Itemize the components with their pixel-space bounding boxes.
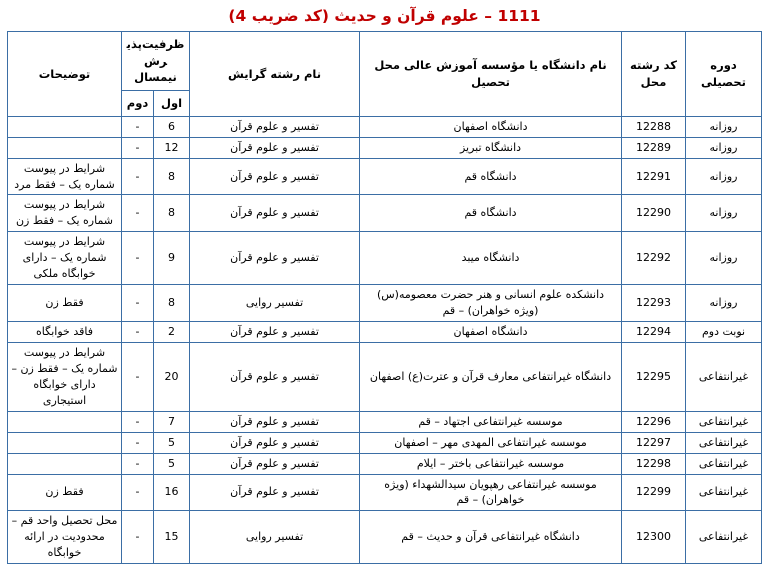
cell-description: شرایط در پیوست شماره یک – دارای خوابگاه ملکی — [8, 232, 122, 285]
column-header-dore: دوره تحصیلی — [686, 32, 762, 117]
cell-description: محل تحصیل واحد قم – محدودیت در ارائه خوابگاه — [8, 511, 122, 564]
cell-university: دانشگاه تبریز — [360, 137, 622, 158]
cell-university: موسسه غیرانتفاعی رهپویان سیدالشهداء (ویژه خواهران) – قم — [360, 474, 622, 511]
cell-university: دانشگاه اصفهان — [360, 116, 622, 137]
table-row — [8, 137, 762, 158]
table-row — [8, 232, 762, 285]
cell-university: دانشگاه قم — [360, 195, 622, 232]
cell-code: 12288 — [622, 116, 686, 137]
cell-code: 12296 — [622, 411, 686, 432]
cell-capacity-first: 15 — [154, 511, 190, 564]
page-title: 1111 – علوم قرآن و حديث (کد ضریب 4) — [228, 7, 541, 25]
cell-capacity-first: 12 — [154, 137, 190, 158]
cell-capacity-second: - — [122, 232, 154, 285]
table-row — [8, 158, 762, 195]
column-header-gerayesh: نام رشته گرایش — [190, 32, 360, 117]
cell-capacity-second: - — [122, 511, 154, 564]
cell-dore: روزانه — [686, 195, 762, 232]
cell-university: موسسه غیرانتفاعی باختر – ایلام — [360, 453, 622, 474]
table-body — [8, 116, 762, 564]
cell-capacity-first: 8 — [154, 158, 190, 195]
cell-dore: روزانه — [686, 116, 762, 137]
cell-code: 12292 — [622, 232, 686, 285]
table-row — [8, 116, 762, 137]
table-row — [8, 195, 762, 232]
cell-capacity-first: 6 — [154, 116, 190, 137]
cell-capacity-second: - — [122, 474, 154, 511]
cell-dore: غیرانتفاعی — [686, 411, 762, 432]
cell-code: 12295 — [622, 342, 686, 411]
cell-dore: غیرانتفاعی — [686, 432, 762, 453]
cell-description — [8, 453, 122, 474]
cell-gerayesh: تفسیر و علوم قرآن — [190, 195, 360, 232]
cell-capacity-first: 7 — [154, 411, 190, 432]
cell-gerayesh: تفسیر و علوم قرآن — [190, 453, 360, 474]
cell-description — [8, 432, 122, 453]
programs-table — [7, 31, 762, 564]
cell-capacity-first: 16 — [154, 474, 190, 511]
cell-gerayesh: تفسیر و علوم قرآن — [190, 342, 360, 411]
cell-gerayesh: تفسیر و علوم قرآن — [190, 158, 360, 195]
cell-capacity-second: - — [122, 432, 154, 453]
cell-capacity-second: - — [122, 285, 154, 322]
cell-code: 12290 — [622, 195, 686, 232]
cell-code: 12291 — [622, 158, 686, 195]
cell-dore: روزانه — [686, 285, 762, 322]
cell-dore: روزانه — [686, 137, 762, 158]
cell-capacity-second: - — [122, 342, 154, 411]
table-row — [8, 474, 762, 511]
table-row — [8, 453, 762, 474]
cell-dore: غیرانتفاعی — [686, 474, 762, 511]
cell-description: فقط زن — [8, 285, 122, 322]
cell-university: موسسه غیرانتفاعی المهدی مهر – اصفهان — [360, 432, 622, 453]
cell-gerayesh: تفسیر روایی — [190, 511, 360, 564]
cell-university: دانشگاه غیرانتفاعی معارف قرآن و عترت(ع) اصفهان — [360, 342, 622, 411]
cell-capacity-second: - — [122, 411, 154, 432]
cell-capacity-second: - — [122, 453, 154, 474]
cell-capacity-first: 20 — [154, 342, 190, 411]
cell-code: 12293 — [622, 285, 686, 322]
cell-capacity-first: 2 — [154, 322, 190, 343]
table-header-row — [8, 32, 762, 91]
cell-university: دانشگاه غیرانتفاعی قرآن و حدیث – قم — [360, 511, 622, 564]
cell-gerayesh: تفسیر و علوم قرآن — [190, 432, 360, 453]
cell-gerayesh: تفسیر و علوم قرآن — [190, 474, 360, 511]
cell-dore: غیرانتفاعی — [686, 511, 762, 564]
cell-gerayesh: تفسیر روایی — [190, 285, 360, 322]
cell-capacity-second: - — [122, 195, 154, 232]
cell-gerayesh: تفسیر و علوم قرآن — [190, 411, 360, 432]
cell-code: 12299 — [622, 474, 686, 511]
column-header-university: نام دانشگاه یا مؤسسه آموزش عالی محل تحصیل — [360, 32, 622, 117]
cell-capacity-first: 8 — [154, 285, 190, 322]
cell-description — [8, 411, 122, 432]
table-row — [8, 342, 762, 411]
cell-capacity-first: 8 — [154, 195, 190, 232]
table-row — [8, 285, 762, 322]
cell-dore: غیرانتفاعی — [686, 453, 762, 474]
cell-dore: نوبت دوم — [686, 322, 762, 343]
column-header-capacity-second: دوم — [122, 91, 154, 117]
cell-description: شرایط در پیوست شماره یک – فقط زن – دارای خوابگاه استیجاری — [8, 342, 122, 411]
cell-capacity-first: 9 — [154, 232, 190, 285]
cell-gerayesh: تفسیر و علوم قرآن — [190, 137, 360, 158]
cell-university: دانشکده علوم انسانی و هنر حضرت معصومه(س) (ویژه خواهران) – قم — [360, 285, 622, 322]
cell-description: فاقد خوابگاه — [8, 322, 122, 343]
cell-code: 12300 — [622, 511, 686, 564]
cell-university: دانشگاه اصفهان — [360, 322, 622, 343]
cell-capacity-second: - — [122, 322, 154, 343]
cell-capacity-first: 5 — [154, 453, 190, 474]
cell-description — [8, 137, 122, 158]
cell-dore: غیرانتفاعی — [686, 342, 762, 411]
cell-university: موسسه غیرانتفاعی اجتهاد – قم — [360, 411, 622, 432]
cell-dore: روزانه — [686, 158, 762, 195]
cell-code: 12289 — [622, 137, 686, 158]
cell-description: شرایط در پیوست شماره یک – فقط مرد — [8, 158, 122, 195]
cell-description — [8, 116, 122, 137]
cell-gerayesh: تفسیر و علوم قرآن — [190, 116, 360, 137]
cell-gerayesh: تفسیر و علوم قرآن — [190, 232, 360, 285]
cell-gerayesh: تفسیر و علوم قرآن — [190, 322, 360, 343]
table-header — [8, 32, 762, 117]
cell-description: فقط زن — [8, 474, 122, 511]
table-row — [8, 322, 762, 343]
cell-dore: روزانه — [686, 232, 762, 285]
cell-code: 12298 — [622, 453, 686, 474]
cell-description: شرایط در پیوست شماره یک – فقط زن — [8, 195, 122, 232]
column-header-capacity-first: اول — [154, 91, 190, 117]
column-header-code: کد رشته محل — [622, 32, 686, 117]
column-header-capacity: ظرفیت‌پذیرش نیمسال — [122, 32, 190, 91]
cell-capacity-first: 5 — [154, 432, 190, 453]
cell-code: 12297 — [622, 432, 686, 453]
cell-capacity-second: - — [122, 158, 154, 195]
table-row — [8, 432, 762, 453]
table-row — [8, 511, 762, 564]
cell-capacity-second: - — [122, 116, 154, 137]
cell-university: دانشگاه میبد — [360, 232, 622, 285]
table-row — [8, 411, 762, 432]
cell-university: دانشگاه قم — [360, 158, 622, 195]
cell-code: 12294 — [622, 322, 686, 343]
cell-capacity-second: - — [122, 137, 154, 158]
column-header-description: توضیحات — [8, 32, 122, 117]
